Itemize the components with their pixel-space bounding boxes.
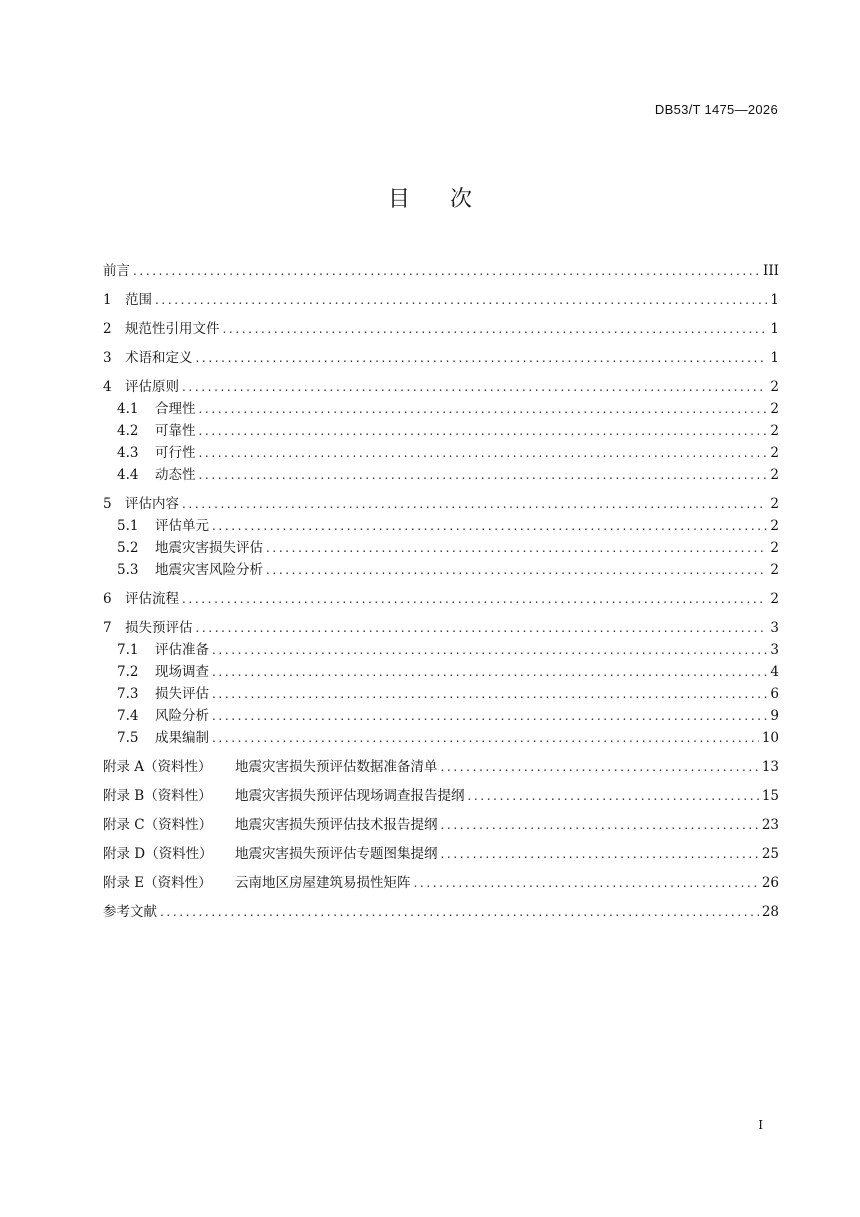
toc-chapter-entry[interactable]: [103, 617, 779, 639]
toc-entry-label: 损失评估: [155, 686, 209, 702]
toc-entry-number: 4.3: [117, 445, 139, 461]
toc-entry-number: 4: [103, 379, 112, 395]
toc-chapter-entry[interactable]: [103, 260, 779, 282]
toc-chapter-entry[interactable]: [103, 901, 779, 923]
toc-subsection-entry[interactable]: [103, 442, 779, 464]
toc-dot-leader: [212, 661, 767, 683]
toc-entry-number: 4.2: [117, 423, 139, 439]
toc-page-number: 6: [770, 686, 779, 702]
toc-entry-number: 2: [103, 321, 112, 337]
toc-entry-label: 前言: [103, 263, 130, 279]
toc-dot-leader: [441, 814, 759, 836]
toc-appendix-entry[interactable]: [103, 814, 779, 836]
document-code: DB53/T 1475—2026: [654, 102, 778, 117]
toc-dot-leader: [199, 464, 768, 486]
toc-entry-number: 5.3: [117, 562, 139, 578]
toc-page-number: 9: [770, 708, 779, 724]
toc-entry-label: 损失预评估: [125, 620, 193, 636]
toc-page-number: 23: [761, 817, 779, 833]
toc-page-number: 2: [770, 518, 779, 534]
toc-page-number: 2: [770, 540, 779, 556]
toc-page-number: 25: [761, 846, 779, 862]
toc-page-number: 2: [770, 496, 779, 512]
toc-entry-label: 地震灾害风险分析: [155, 562, 263, 578]
toc-dot-leader: [212, 705, 767, 727]
toc-dot-leader: [182, 588, 767, 610]
toc-appendix-tag: 附录 B（资料性）: [103, 788, 212, 804]
toc-page-number: 3: [770, 620, 779, 636]
toc-entry-label: 云南地区房屋建筑易损性矩阵: [235, 875, 411, 891]
toc-entry-label: 可靠性: [155, 423, 196, 439]
toc-entry-label: 范围: [125, 292, 152, 308]
toc-dot-leader: [212, 683, 767, 705]
toc-appendix-tag: 附录 D（资料性）: [103, 846, 213, 862]
toc-entry-number: 6: [103, 591, 112, 607]
toc-dot-leader: [414, 872, 759, 894]
toc-subsection-entry[interactable]: [103, 420, 779, 442]
toc-entry-number: 5: [103, 496, 112, 512]
toc-entry-label: 成果编制: [155, 730, 209, 746]
toc-entry-number: 4.4: [117, 467, 139, 483]
toc-subsection-entry[interactable]: [103, 705, 779, 727]
toc-page-number: 1: [770, 350, 779, 366]
toc-entry-label: 规范性引用文件: [125, 321, 220, 337]
toc-page-number: 2: [770, 562, 779, 578]
toc-appendix-tag: 附录 E（资料性）: [103, 875, 212, 891]
toc-page-number: 2: [770, 423, 779, 439]
toc-page-number: 28: [761, 904, 779, 920]
toc-page-number: 1: [770, 292, 779, 308]
toc-entry-number: 7.1: [117, 642, 139, 658]
toc-page-number: 3: [770, 642, 779, 658]
toc-entry-number: 7.4: [117, 708, 139, 724]
toc-dot-leader: [133, 260, 760, 282]
toc-page-number: 13: [761, 759, 779, 775]
toc-subsection-entry[interactable]: [103, 727, 779, 749]
toc-chapter-entry[interactable]: [103, 318, 779, 340]
toc-dot-leader: [160, 901, 759, 923]
toc-page-number: III: [763, 263, 779, 279]
toc-subsection-entry[interactable]: [103, 661, 779, 683]
toc-dot-leader: [155, 289, 767, 311]
toc-appendix-entry[interactable]: [103, 872, 779, 894]
toc-dot-leader: [199, 420, 768, 442]
toc-title-part1: 目: [387, 187, 410, 212]
toc-dot-leader: [212, 639, 767, 661]
toc-subsection-entry[interactable]: [103, 537, 779, 559]
toc-appendix-tag: 附录 A（资料性）: [103, 759, 212, 775]
toc-entry-number: 5.1: [117, 518, 139, 534]
toc-entry-number: 3: [103, 350, 112, 366]
toc-chapter-entry[interactable]: [103, 289, 779, 311]
toc-subsection-entry[interactable]: [103, 559, 779, 581]
toc-appendix-entry[interactable]: [103, 785, 779, 807]
toc-entry-label: 合理性: [155, 401, 196, 417]
toc-title: [0, 182, 860, 213]
toc-entry-label: 参考文献: [103, 904, 157, 920]
table-of-contents: [103, 260, 779, 923]
toc-entry-label: 地震灾害损失预评估专题图集提纲: [235, 846, 438, 862]
toc-chapter-entry[interactable]: [103, 588, 779, 610]
toc-dot-leader: [212, 515, 767, 537]
page-number: I: [758, 1118, 763, 1132]
toc-entry-number: 7: [103, 620, 112, 636]
toc-entry-label: 可行性: [155, 445, 196, 461]
toc-subsection-entry[interactable]: [103, 515, 779, 537]
toc-chapter-entry[interactable]: [103, 493, 779, 515]
toc-entry-label: 评估准备: [155, 642, 209, 658]
toc-title-part2: 次: [450, 187, 473, 212]
toc-entry-label: 地震灾害损失预评估技术报告提纲: [235, 817, 438, 833]
toc-page-number: 15: [761, 788, 779, 804]
toc-entry-label: 评估流程: [125, 591, 179, 607]
toc-subsection-entry[interactable]: [103, 639, 779, 661]
toc-dot-leader: [212, 727, 759, 749]
toc-dot-leader: [182, 376, 767, 398]
toc-page-number: 2: [770, 401, 779, 417]
toc-subsection-entry[interactable]: [103, 398, 779, 420]
toc-page-number: 1: [770, 321, 779, 337]
toc-page-number: 2: [770, 591, 779, 607]
toc-subsection-entry[interactable]: [103, 464, 779, 486]
toc-entry-number: 5.2: [117, 540, 139, 556]
toc-dot-leader: [199, 442, 768, 464]
toc-page-number: 2: [770, 379, 779, 395]
toc-chapter-entry[interactable]: [103, 347, 779, 369]
toc-dot-leader: [441, 843, 759, 865]
toc-dot-leader: [196, 347, 768, 369]
toc-entry-number: 7.3: [117, 686, 139, 702]
toc-entry-label: 动态性: [155, 467, 196, 483]
toc-page-number: 2: [770, 445, 779, 461]
toc-dot-leader: [182, 493, 767, 515]
toc-chapter-entry[interactable]: [103, 376, 779, 398]
toc-entry-label: 地震灾害损失预评估现场调查报告提纲: [235, 788, 465, 804]
toc-entry-number: 7.2: [117, 664, 139, 680]
toc-subsection-entry[interactable]: [103, 683, 779, 705]
toc-dot-leader: [266, 559, 767, 581]
toc-page-number: 4: [770, 664, 779, 680]
toc-dot-leader: [441, 756, 759, 778]
toc-entry-label: 术语和定义: [125, 350, 193, 366]
toc-entry-label: 地震灾害损失预评估数据准备清单: [235, 759, 438, 775]
toc-dot-leader: [199, 398, 768, 420]
toc-page-number: 10: [761, 730, 779, 746]
toc-dot-leader: [266, 537, 767, 559]
toc-appendix-entry[interactable]: [103, 756, 779, 778]
toc-entry-label: 风险分析: [155, 708, 209, 724]
toc-page-number: 2: [770, 467, 779, 483]
toc-dot-leader: [196, 617, 768, 639]
toc-page-number: 26: [761, 875, 779, 891]
toc-appendix-entry[interactable]: [103, 843, 779, 865]
toc-appendix-tag: 附录 C（资料性）: [103, 817, 213, 833]
toc-entry-number: 7.5: [117, 730, 139, 746]
toc-entry-label: 评估单元: [155, 518, 209, 534]
toc-entry-label: 评估原则: [125, 379, 179, 395]
toc-dot-leader: [223, 318, 768, 340]
toc-entry-label: 评估内容: [125, 496, 179, 512]
toc-entry-label: 现场调查: [155, 664, 209, 680]
toc-dot-leader: [468, 785, 759, 807]
toc-entry-number: 4.1: [117, 401, 139, 417]
toc-entry-label: 地震灾害损失评估: [155, 540, 263, 556]
toc-entry-number: 1: [103, 292, 112, 308]
